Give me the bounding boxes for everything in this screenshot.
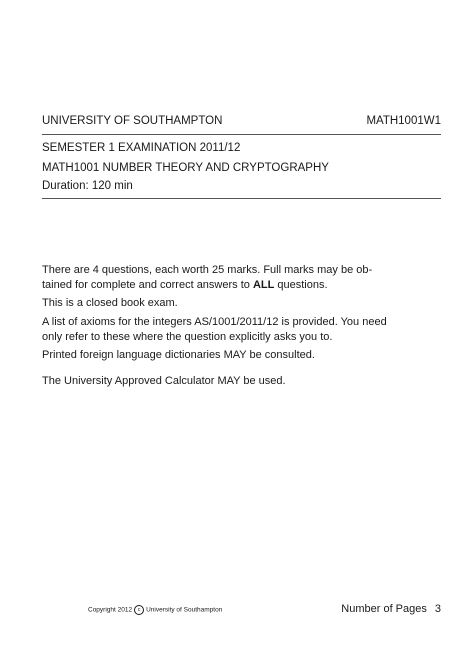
page-footer (0, 602, 474, 618)
instruction-marks-line2-pre: tained for complete and correct answers to (42, 279, 253, 291)
instruction-axioms (42, 315, 387, 345)
instruction-closed-book (42, 296, 372, 311)
paper-code: MATH1001W1 (366, 115, 441, 127)
instruction-axioms-line2: only refer to these where the question explicitly asks you to. (42, 331, 333, 343)
info-divider (42, 198, 441, 199)
instruction-all-emphasis: ALL (252, 279, 275, 291)
header-divider (42, 134, 441, 135)
instruction-marks-line2-post: questions. (274, 279, 328, 291)
page-count (341, 602, 441, 616)
duration-line: Duration: 120 min (42, 180, 133, 192)
instruction-calculator (42, 374, 372, 389)
semester-line: SEMESTER 1 EXAMINATION 2011/12 (42, 142, 241, 154)
university-name: UNIVERSITY OF SOUTHAMPTON (42, 115, 223, 127)
page-count-value: 3 (434, 603, 441, 615)
copyright-notice (88, 605, 222, 615)
page-count-label: Number of Pages (341, 603, 427, 615)
instruction-marks-line2 (42, 278, 372, 293)
header-row (42, 114, 441, 128)
instruction-marks-line1: There are 4 questions, each worth 25 marks. Full marks may be ob- (42, 264, 373, 276)
module-title: MATH1001 NUMBER THEORY AND CRYPTOGRAPHY (42, 162, 329, 174)
instruction-dictionaries-text: Printed foreign language dictionaries MAY be consulted. (42, 349, 315, 361)
copyright-prefix: Copyright 2012 (88, 606, 133, 614)
instruction-marks (42, 263, 372, 293)
instruction-axioms-line1: A list of axioms for the integers AS/1001/2011/12 is provided. You need (42, 316, 387, 328)
copyright-icon: c (134, 605, 144, 615)
instruction-calculator-text: The University Approved Calculator MAY be used. (42, 375, 286, 387)
instruction-dictionaries (42, 348, 372, 363)
copyright-holder: University of Southampton (146, 606, 223, 614)
instruction-closed-book-text: This is a closed book exam. (42, 297, 178, 309)
